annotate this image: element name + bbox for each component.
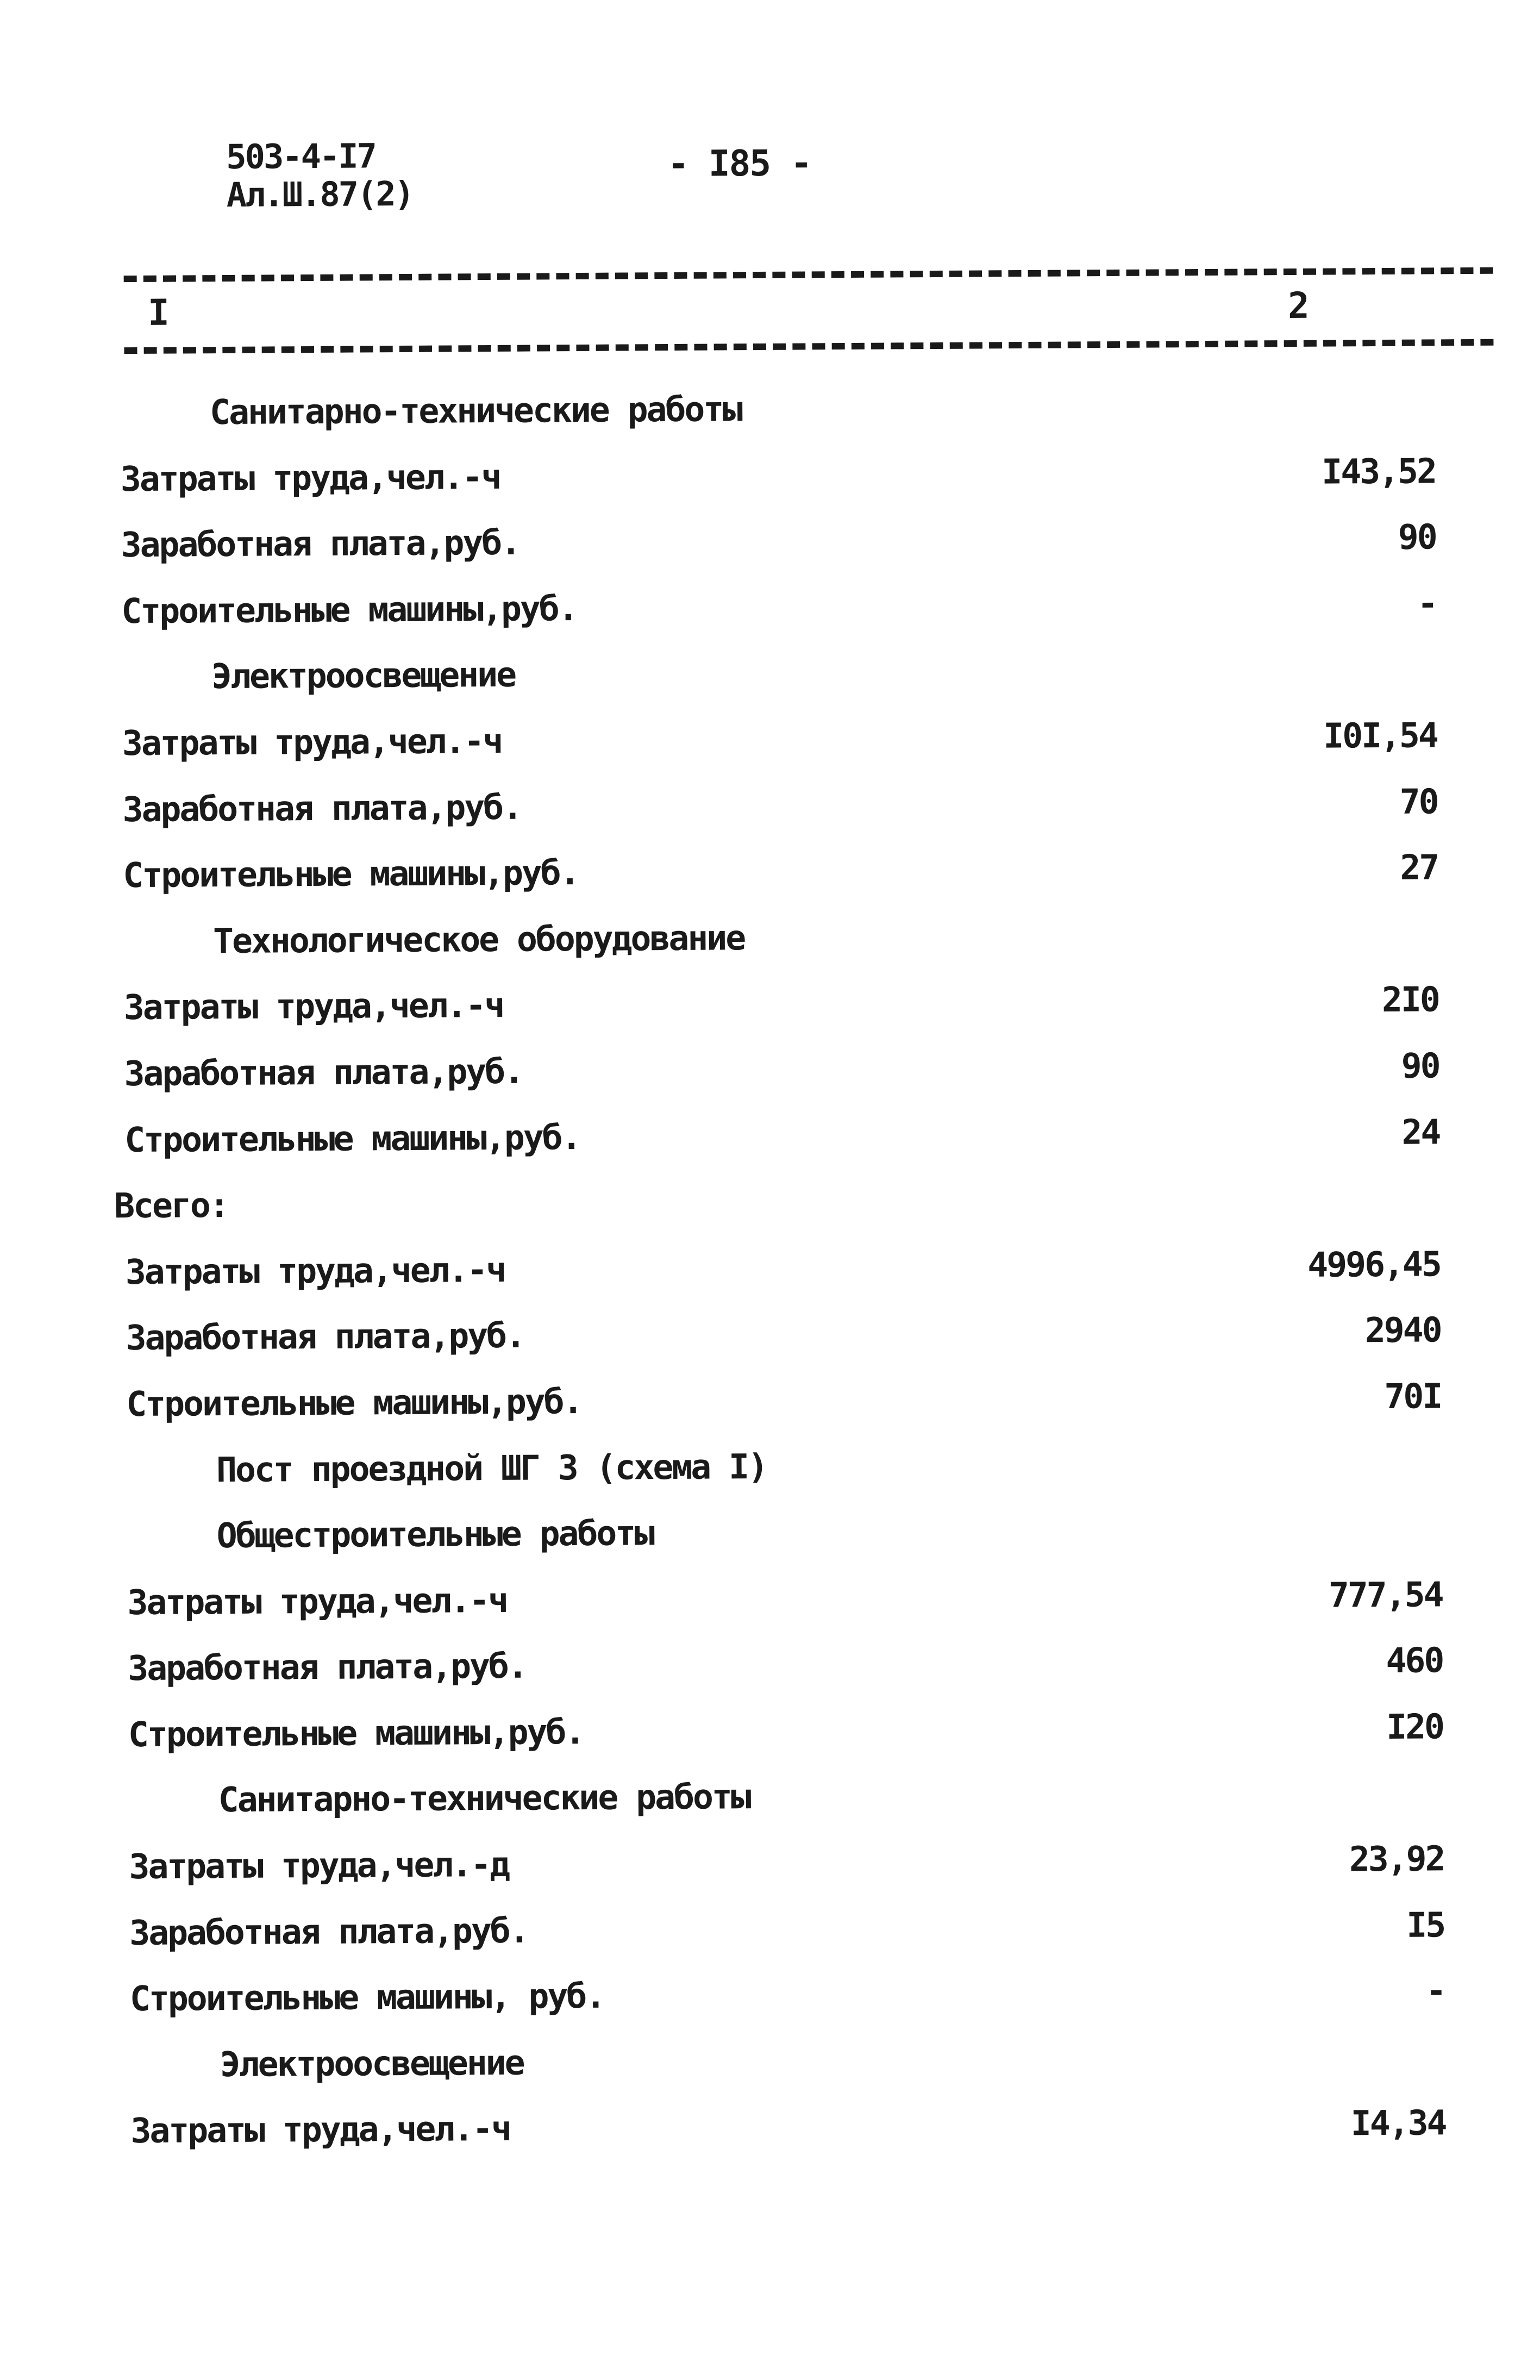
document-code-line-1: 503-4-I7 [226, 136, 376, 177]
section-heading: Электроосвещение [211, 655, 516, 697]
table-row [84, 1561, 1497, 1635]
row-value: 460 [1386, 1640, 1443, 1681]
section-heading: Санитарно-технические работы [218, 1777, 750, 1820]
row-value: 777,54 [1328, 1575, 1443, 1615]
row-label: Заработная плата,руб. [128, 1646, 527, 1689]
table-row [87, 2090, 1500, 2164]
row-value: 4996,45 [1307, 1244, 1441, 1285]
table-row [84, 1627, 1498, 1702]
row-value: 90 [1401, 1046, 1439, 1086]
row-label: Заработная плата,руб. [126, 1315, 525, 1358]
row-value: - [1425, 1971, 1445, 2011]
column-header-1: I [147, 291, 170, 334]
section-heading: Всего: [114, 1185, 228, 1226]
row-value: - [1417, 583, 1437, 623]
table-row [82, 1230, 1495, 1305]
total-heading-row [82, 1165, 1495, 1239]
table-row [85, 1694, 1498, 1768]
row-value: I4,34 [1350, 2103, 1446, 2144]
row-label: Строительные машины,руб. [123, 853, 579, 896]
row-label: Затраты труда,чел.-ч [127, 1580, 508, 1622]
table-row [82, 1297, 1495, 1371]
table-row [85, 1826, 1499, 1900]
row-value: I5 [1406, 1904, 1445, 1945]
row-label: Заработная плата,руб. [121, 522, 520, 565]
table-top-rule [124, 267, 1493, 282]
table-row [80, 1033, 1494, 1107]
section-heading: Общестроительные работы [216, 1513, 654, 1556]
table-row [86, 1891, 1499, 1966]
row-label: Затраты труда,чел.-ч [120, 457, 500, 499]
section-heading: Пост проездной ШГ 3 (схема I) [216, 1446, 767, 1490]
section-heading-row [80, 901, 1493, 975]
table-body [77, 372, 1500, 2165]
table-row [80, 966, 1493, 1041]
row-label: Заработная плата,руб. [129, 1910, 528, 1953]
row-label: Строительные машины,руб. [128, 1711, 584, 1755]
section-heading-row [85, 1759, 1498, 1834]
row-value: 70 [1399, 781, 1438, 822]
row-label: Затраты труда,чел.-д [129, 1844, 509, 1887]
table-row [81, 1098, 1494, 1173]
section-heading-row [83, 1495, 1497, 1570]
table-row [83, 1363, 1496, 1438]
document-code [226, 137, 413, 214]
row-value: 24 [1401, 1111, 1440, 1152]
row-label: Строительные машины, руб. [129, 1976, 605, 2019]
row-label: Затраты труда,чел.-ч [123, 985, 504, 1028]
section-heading-row [78, 636, 1492, 710]
document-code-line-2: Ал.Ш.87(2) [226, 173, 414, 215]
row-value: I20 [1386, 1707, 1444, 1747]
table-row [77, 504, 1491, 578]
table-row [86, 1958, 1500, 2032]
row-value: 2I0 [1381, 979, 1439, 1020]
table-row [79, 834, 1493, 909]
section-heading: Санитарно-технические работы [209, 389, 742, 433]
section-heading: Электроосвещение [220, 2042, 524, 2084]
table-row [77, 438, 1491, 512]
row-label: Заработная плата,руб. [122, 787, 522, 829]
row-label: Заработная плата,руб. [124, 1051, 523, 1094]
row-label: Строительные машины,руб. [124, 1117, 580, 1160]
section-heading: Технологическое оборудование [212, 917, 745, 961]
table-row [79, 702, 1492, 777]
table-row [78, 570, 1491, 645]
row-value: I43,52 [1322, 451, 1436, 492]
row-value: 2940 [1364, 1310, 1441, 1351]
row-label: Затраты труда,чел.-ч [122, 721, 502, 764]
row-label: Строительные машины,руб. [121, 588, 577, 631]
row-value: 23,92 [1349, 1839, 1444, 1879]
row-label: Затраты труда,чел.-ч [125, 1250, 505, 1292]
page-number: - I85 - [667, 142, 811, 185]
section-heading-row [86, 2024, 1500, 2098]
section-heading-row [77, 372, 1490, 446]
column-header-2: 2 [1287, 284, 1310, 327]
section-heading-row [83, 1429, 1497, 1503]
row-value: I0I,54 [1323, 715, 1438, 756]
row-value: 90 [1398, 517, 1436, 558]
row-value: 70I [1384, 1376, 1442, 1416]
table-header-rule [124, 339, 1493, 354]
table-row [79, 768, 1492, 842]
row-label: Строительные машины,руб. [126, 1381, 582, 1425]
row-label: Затраты труда,чел.-ч [130, 2109, 511, 2151]
row-value: 27 [1400, 847, 1438, 888]
